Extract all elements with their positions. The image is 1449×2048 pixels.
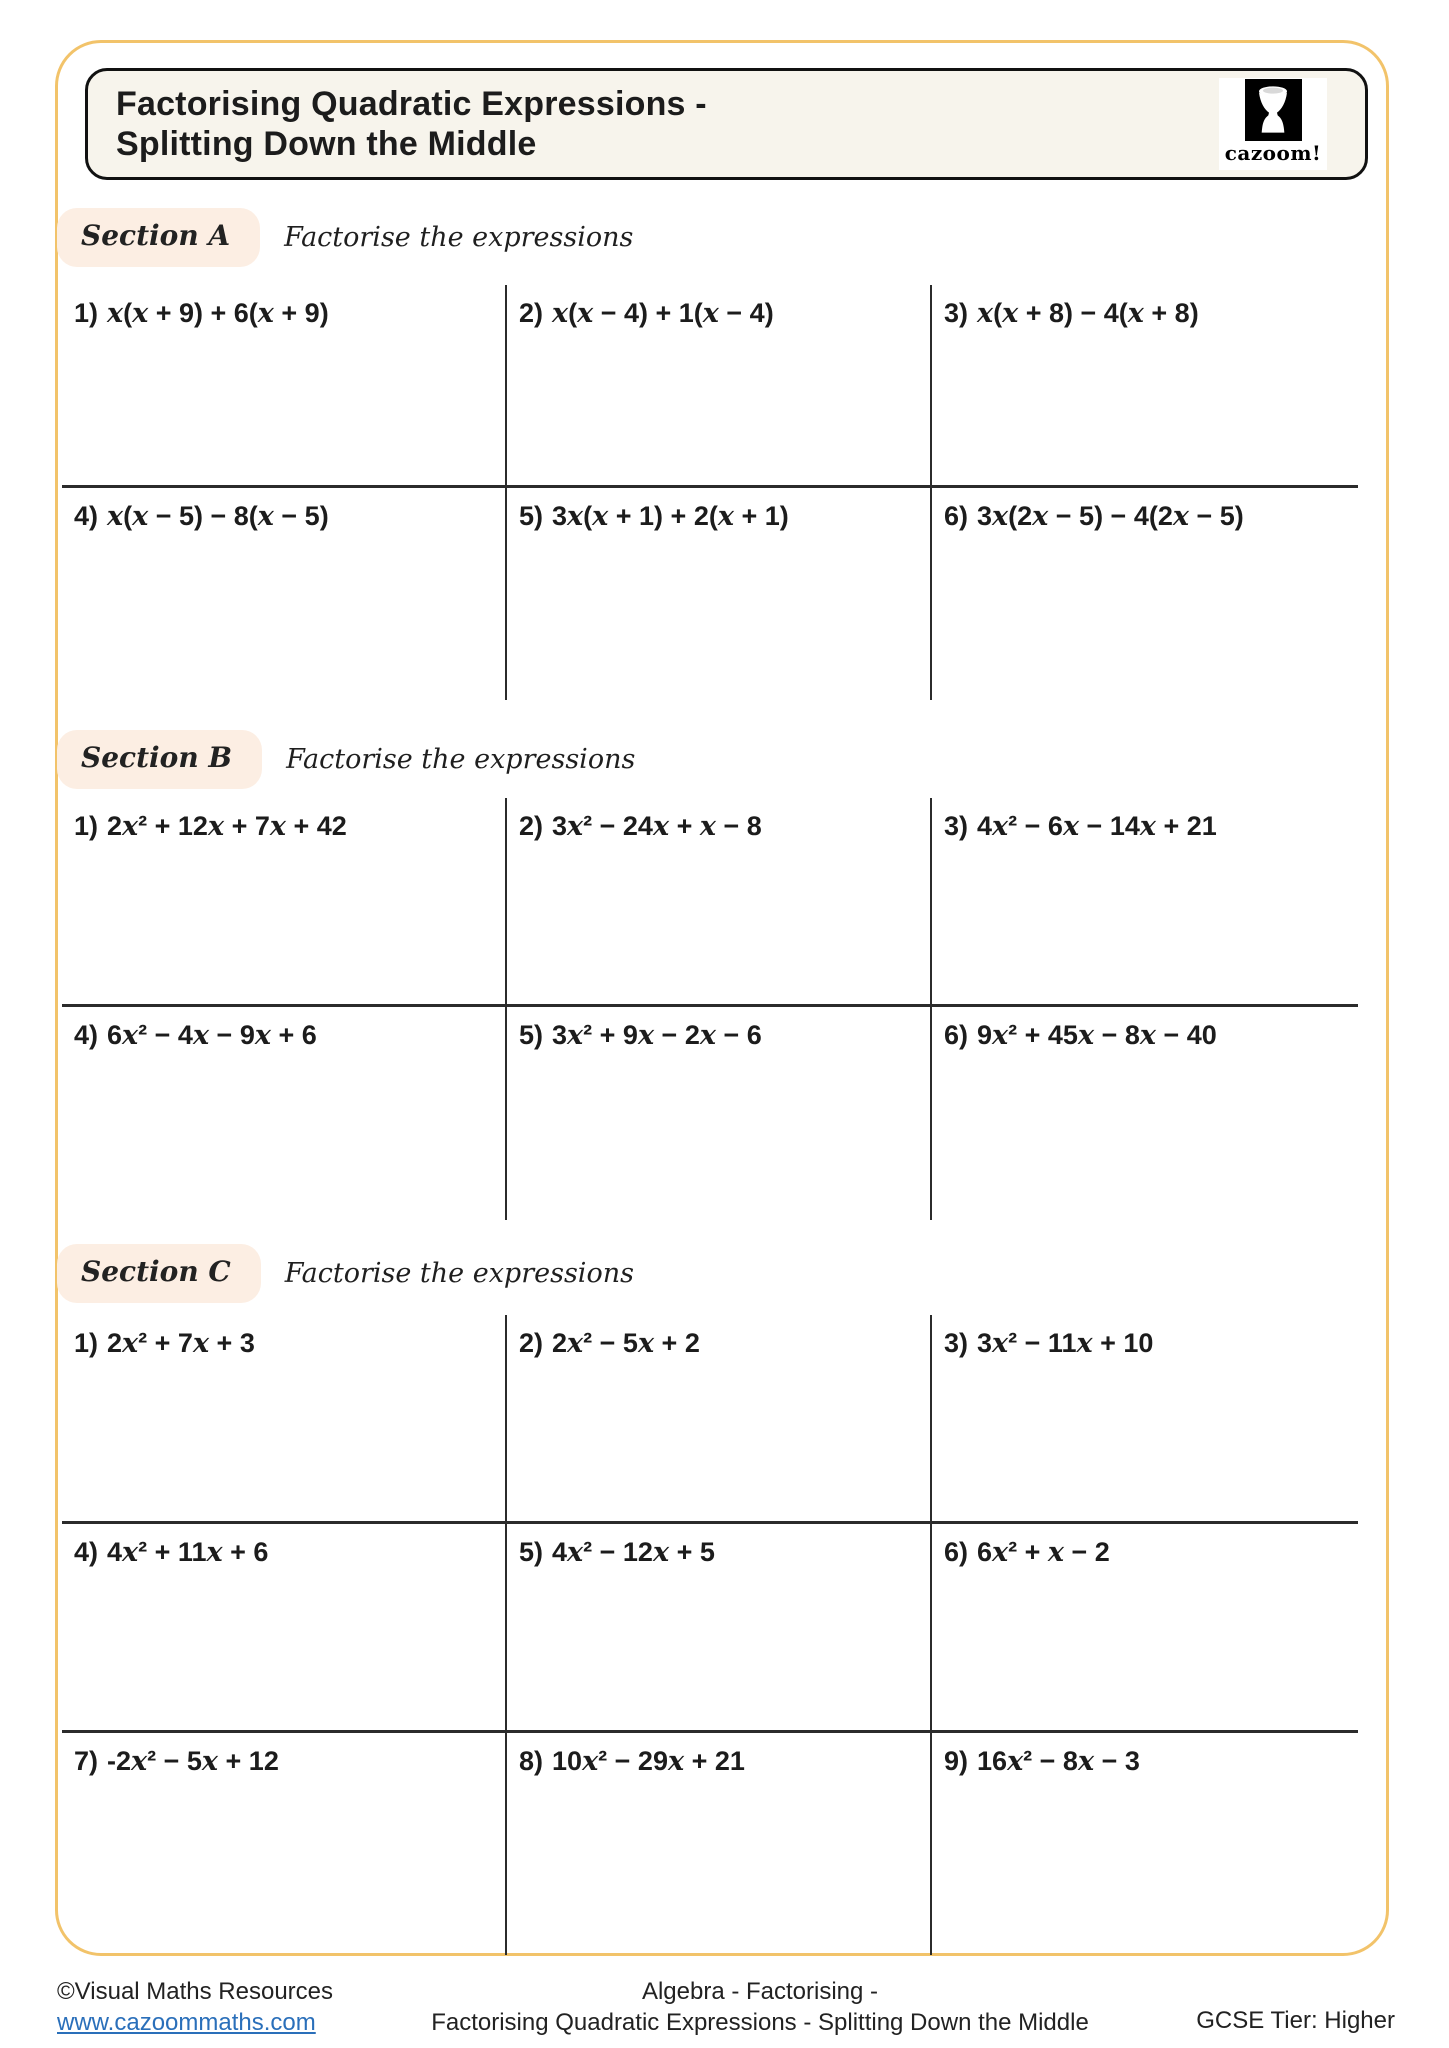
- category-line1: Algebra - Factorising -: [641, 1978, 879, 2005]
- problem-c4: 4) 4x² + 11x + 6: [62, 1521, 505, 1730]
- page-title-line2: Splitting Down the Middle: [116, 125, 537, 163]
- problem-b3: 3) 4x² − 6x − 14x + 21: [930, 798, 1358, 1004]
- logo-wordmark: cazoom!: [1224, 141, 1322, 165]
- section-a-grid: [62, 285, 1358, 700]
- problem-c3: 3) 3x² − 11x + 10: [930, 1315, 1358, 1521]
- cazoom-logo: [1219, 78, 1327, 170]
- website-link[interactable]: www.cazoommaths.com: [57, 2009, 316, 2036]
- problem-a4: 4) x(x − 5) − 8(x − 5): [62, 485, 505, 700]
- section-c-grid: [62, 1315, 1358, 1955]
- problem-c2: 2) 2x² − 5x + 2: [505, 1315, 930, 1521]
- problem-a5: 5) 3x(x + 1) + 2(x + 1): [505, 485, 930, 700]
- page-title: [116, 84, 707, 164]
- section-b-instruction: Factorise the expressions: [286, 743, 636, 775]
- section-b-header: [57, 728, 635, 790]
- tier-label: GCSE Tier: Higher: [1196, 2007, 1395, 2034]
- copyright-text: ©Visual Maths Resources: [57, 1978, 334, 2005]
- problem-b2: 2) 3x² − 24x + x − 8: [505, 798, 930, 1004]
- section-a-label: Section A: [57, 208, 260, 267]
- problem-c7: 7) -2x² − 5x + 12: [62, 1730, 505, 1955]
- page-title-line1: Factorising Quadratic Expressions -: [116, 85, 707, 123]
- section-b-grid: [62, 798, 1358, 1220]
- section-a-instruction: Factorise the expressions: [284, 221, 634, 253]
- section-c-instruction: Factorise the expressions: [284, 1257, 634, 1289]
- problem-a6: 6) 3x(2x − 5) − 4(2x − 5): [930, 485, 1358, 700]
- problem-a1: 1) x(x + 9) + 6(x + 9): [74, 298, 329, 329]
- title-box: [85, 68, 1368, 180]
- problem-c9: 9) 16x² − 8x − 3: [930, 1730, 1358, 1955]
- problem-c1: 1) 2x² + 7x + 3: [74, 1328, 255, 1359]
- problem-c6: 6) 6x² + x − 2: [930, 1521, 1358, 1730]
- problem-c5: 5) 4x² − 12x + 5: [505, 1521, 930, 1730]
- section-b-label: Section B: [57, 730, 262, 789]
- category-line2: Factorising Quadratic Expressions - Splitting Down the Middle: [431, 2009, 1089, 2036]
- section-c-label: Section C: [57, 1244, 261, 1303]
- problem-a3: 3) x(x + 8) − 4(x + 8): [930, 285, 1358, 485]
- problem-b6: 6) 9x² + 45x − 8x − 40: [930, 1004, 1358, 1220]
- problem-a2: 2) x(x − 4) + 1(x − 4): [505, 285, 930, 485]
- problem-b5: 5) 3x² + 9x − 2x − 6: [505, 1004, 930, 1220]
- footer-left: [57, 1976, 333, 2038]
- drum-icon: [1245, 79, 1302, 141]
- problem-b4: 4) 6x² − 4x − 9x + 6: [62, 1004, 505, 1220]
- section-a-header: [57, 206, 633, 268]
- problem-c8: 8) 10x² − 29x + 21: [505, 1730, 930, 1955]
- page-footer: [55, 1975, 1395, 2045]
- section-c-header: [57, 1242, 634, 1304]
- footer-center: [310, 1976, 1210, 2038]
- problem-b1: 1) 2x² + 12x + 7x + 42: [74, 811, 347, 842]
